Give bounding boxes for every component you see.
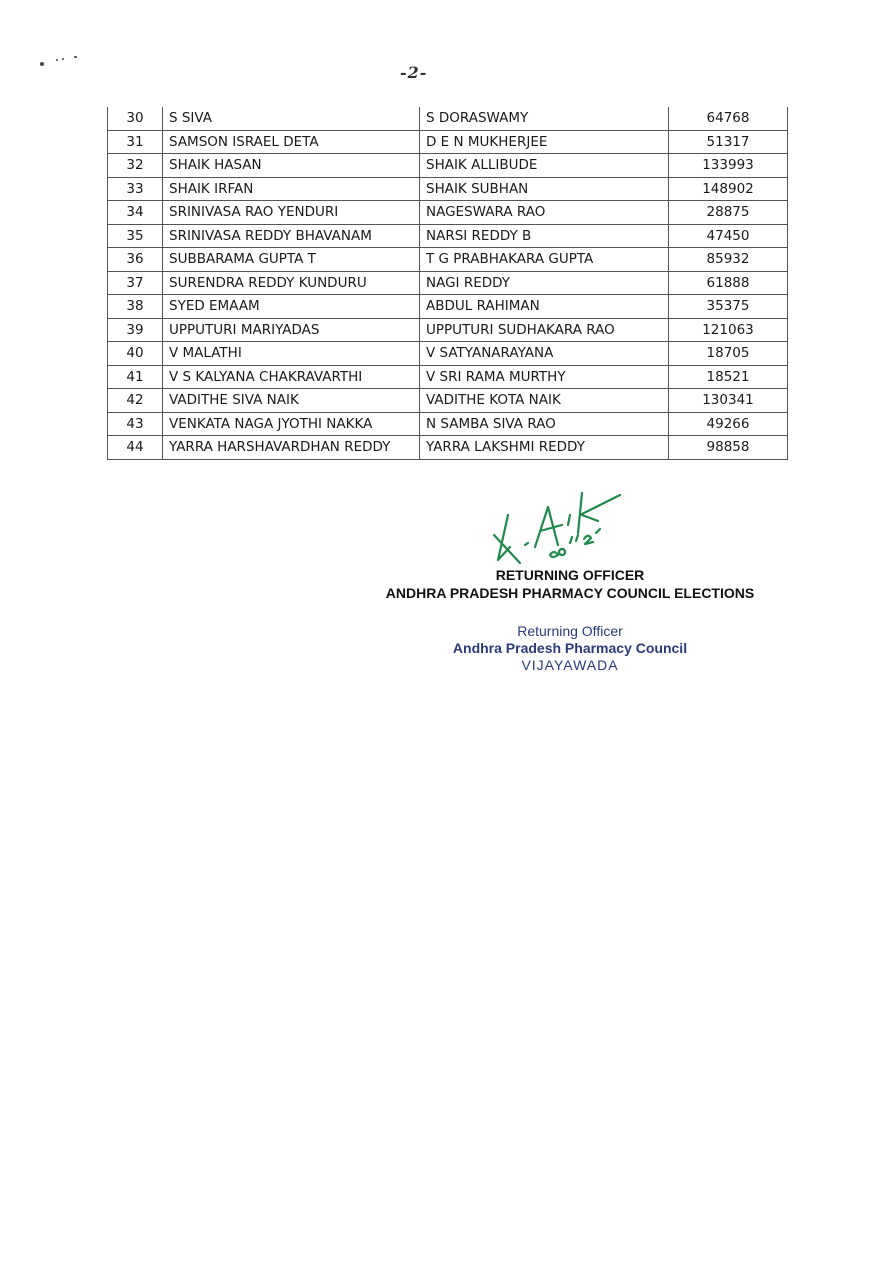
father-name-cell: UPPUTURI SUDHAKARA RAO bbox=[420, 318, 669, 342]
serial-number-cell: 42 bbox=[108, 389, 163, 413]
table-row bbox=[108, 318, 788, 342]
table-row bbox=[108, 271, 788, 295]
registration-number-cell: 51317 bbox=[669, 130, 788, 154]
stamp-line-2: Andhra Pradesh Pharmacy Council bbox=[452, 640, 688, 656]
registration-number-cell: 35375 bbox=[669, 295, 788, 319]
father-name-cell: NAGESWARA RAO bbox=[420, 201, 669, 225]
serial-number-cell: 41 bbox=[108, 365, 163, 389]
table-row bbox=[108, 248, 788, 272]
table-row bbox=[108, 412, 788, 436]
registration-number-cell: 148902 bbox=[669, 177, 788, 201]
name-cell: VENKATA NAGA JYOTHI NAKKA bbox=[163, 412, 420, 436]
name-cell: VADITHE SIVA NAIK bbox=[163, 389, 420, 413]
name-cell: UPPUTURI MARIYADAS bbox=[163, 318, 420, 342]
registration-number-cell: 121063 bbox=[669, 318, 788, 342]
name-cell: SUBBARAMA GUPTA T bbox=[163, 248, 420, 272]
table-row bbox=[108, 154, 788, 178]
registration-number-cell: 28875 bbox=[669, 201, 788, 225]
registration-number-cell: 49266 bbox=[669, 412, 788, 436]
father-name-cell: YARRA LAKSHMI REDDY bbox=[420, 436, 669, 460]
serial-number-cell: 39 bbox=[108, 318, 163, 342]
name-cell: S SIVA bbox=[163, 107, 420, 130]
father-name-cell: SHAIK ALLIBUDE bbox=[420, 154, 669, 178]
serial-number-cell: 30 bbox=[108, 107, 163, 130]
table-row bbox=[108, 342, 788, 366]
name-cell: SHAIK HASAN bbox=[163, 154, 420, 178]
registration-number-cell: 61888 bbox=[669, 271, 788, 295]
name-cell: SYED EMAAM bbox=[163, 295, 420, 319]
name-cell: SURENDRA REDDY KUNDURU bbox=[163, 271, 420, 295]
stamp-line-1: Returning Officer bbox=[517, 623, 623, 639]
name-cell: V MALATHI bbox=[163, 342, 420, 366]
table-row bbox=[108, 295, 788, 319]
father-name-cell: NAGI REDDY bbox=[420, 271, 669, 295]
father-name-cell: V SRI RAMA MURTHY bbox=[420, 365, 669, 389]
table-row bbox=[108, 365, 788, 389]
father-name-cell: N SAMBA SIVA RAO bbox=[420, 412, 669, 436]
name-cell: V S KALYANA CHAKRAVARTHI bbox=[163, 365, 420, 389]
father-name-cell: NARSI REDDY B bbox=[420, 224, 669, 248]
serial-number-cell: 38 bbox=[108, 295, 163, 319]
table-row bbox=[108, 201, 788, 225]
name-cell: SAMSON ISRAEL DETA bbox=[163, 130, 420, 154]
title-line-1: RETURNING OFFICER bbox=[495, 567, 645, 583]
table-row bbox=[108, 177, 788, 201]
returning-officer-title bbox=[360, 566, 780, 602]
father-name-cell: SHAIK SUBHAN bbox=[420, 177, 669, 201]
registration-number-cell: 130341 bbox=[669, 389, 788, 413]
registration-number-cell: 18521 bbox=[669, 365, 788, 389]
registration-number-cell: 133993 bbox=[669, 154, 788, 178]
serial-number-cell: 32 bbox=[108, 154, 163, 178]
stamp-line-3: VIJAYAWADA bbox=[521, 657, 619, 673]
registration-number-cell: 47450 bbox=[669, 224, 788, 248]
serial-number-cell: 33 bbox=[108, 177, 163, 201]
table-row bbox=[108, 107, 788, 130]
name-cell: SRINIVASA RAO YENDURI bbox=[163, 201, 420, 225]
scan-specks bbox=[38, 56, 88, 70]
serial-number-cell: 43 bbox=[108, 412, 163, 436]
serial-number-cell: 36 bbox=[108, 248, 163, 272]
serial-number-cell: 40 bbox=[108, 342, 163, 366]
official-stamp bbox=[430, 623, 710, 674]
signature-icon bbox=[480, 485, 640, 570]
father-name-cell: ABDUL RAHIMAN bbox=[420, 295, 669, 319]
name-cell: YARRA HARSHAVARDHAN REDDY bbox=[163, 436, 420, 460]
name-cell: SHAIK IRFAN bbox=[163, 177, 420, 201]
father-name-cell: T G PRABHAKARA GUPTA bbox=[420, 248, 669, 272]
registration-number-cell: 64768 bbox=[669, 107, 788, 130]
registration-number-cell: 85932 bbox=[669, 248, 788, 272]
table-row bbox=[108, 130, 788, 154]
registration-number-cell: 98858 bbox=[669, 436, 788, 460]
page-number: -2- bbox=[400, 63, 428, 82]
table-row bbox=[108, 224, 788, 248]
serial-number-cell: 34 bbox=[108, 201, 163, 225]
name-cell: SRINIVASA REDDY BHAVANAM bbox=[163, 224, 420, 248]
father-name-cell: D E N MUKHERJEE bbox=[420, 130, 669, 154]
serial-number-cell: 44 bbox=[108, 436, 163, 460]
title-line-2: ANDHRA PRADESH PHARMACY COUNCIL ELECTIONS bbox=[385, 585, 755, 601]
father-name-cell: VADITHE KOTA NAIK bbox=[420, 389, 669, 413]
table-row bbox=[108, 436, 788, 460]
serial-number-cell: 35 bbox=[108, 224, 163, 248]
father-name-cell: S DORASWAMY bbox=[420, 107, 669, 130]
registration-number-cell: 18705 bbox=[669, 342, 788, 366]
table-row bbox=[108, 389, 788, 413]
serial-number-cell: 37 bbox=[108, 271, 163, 295]
father-name-cell: V SATYANARAYANA bbox=[420, 342, 669, 366]
voter-list-table bbox=[107, 107, 788, 460]
serial-number-cell: 31 bbox=[108, 130, 163, 154]
